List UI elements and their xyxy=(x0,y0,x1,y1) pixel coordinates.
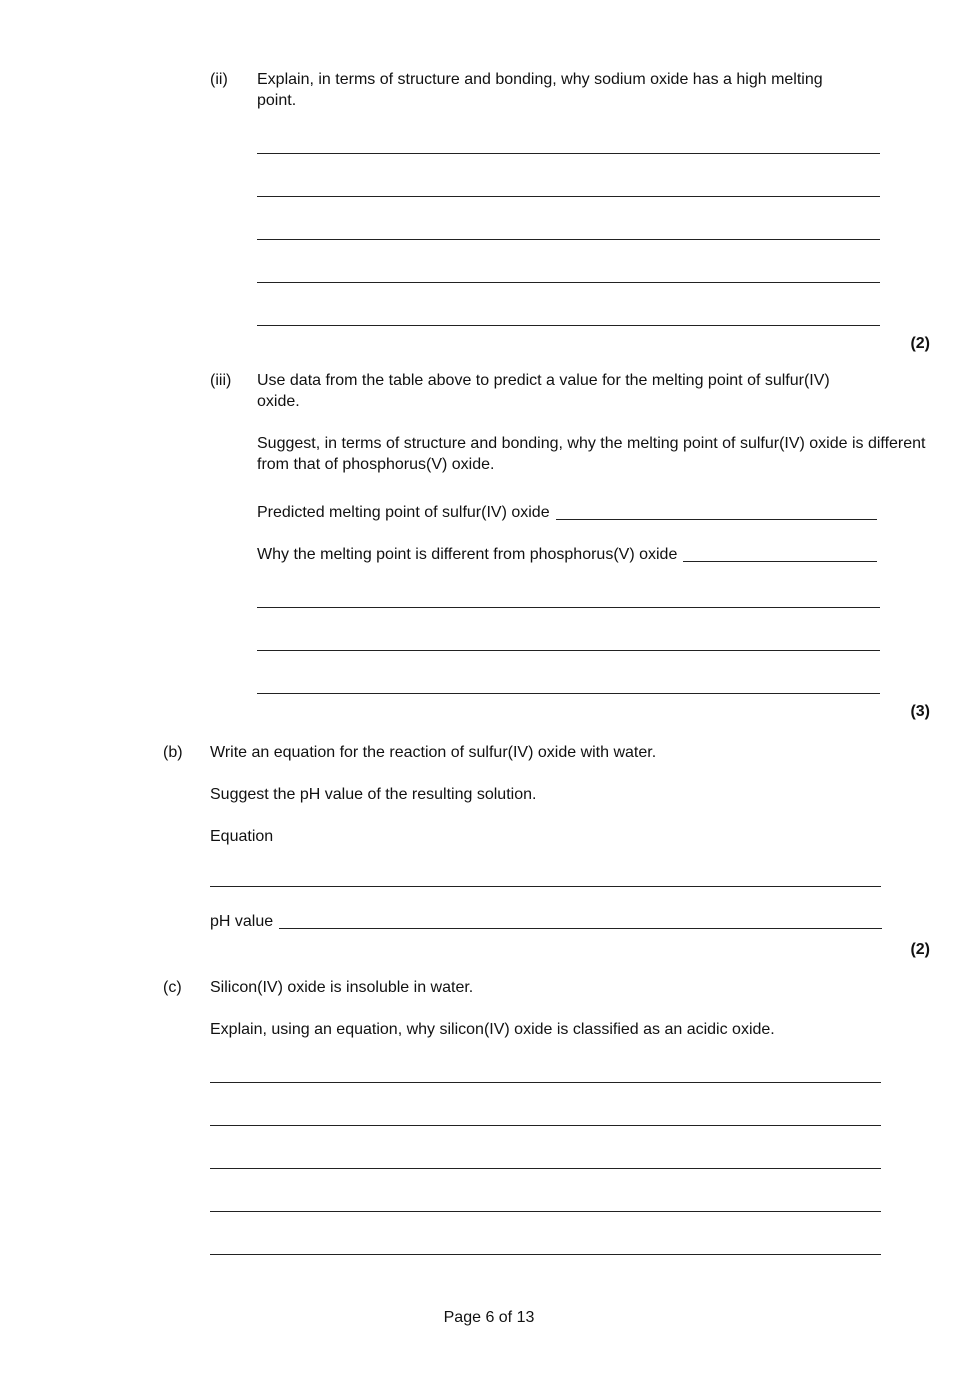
page-footer: Page 6 of 13 xyxy=(443,1309,535,1326)
question-number-a-ii: (ii) xyxy=(210,71,228,88)
question-number-a-iii: (iii) xyxy=(210,372,232,389)
question-prompt-a-iii-2: Suggest, in terms of structure and bonding, why the melting point of sulfur(IV) oxide is different from that of phosphorus(V) oxide. xyxy=(257,435,926,473)
equation-answer-line[interactable] xyxy=(210,847,881,887)
why-different-label: Why the melting point is different from phosphorus(V) oxide xyxy=(257,546,678,563)
question-c xyxy=(163,977,930,1255)
predicted-melting-point-row xyxy=(257,502,877,523)
answer-line[interactable] xyxy=(257,651,880,694)
why-different-row xyxy=(257,544,877,565)
exam-page-content xyxy=(163,69,930,1255)
question-prompt-a-ii: Explain, in terms of structure and bonding, why sodium oxide has a high melting point. xyxy=(257,71,823,109)
question-prompt-a-iii-1: Use data from the table above to predict a value for the melting point of sulfur(IV) oxide. xyxy=(257,372,830,410)
answer-line[interactable] xyxy=(210,1040,881,1083)
question-prompt-b-2: Suggest the pH value of the resulting solution. xyxy=(210,786,537,803)
marks-badge-a-iii: (3) xyxy=(910,703,930,720)
marks-badge-a-ii: (2) xyxy=(910,335,930,352)
question-prompt-c-1: Silicon(IV) oxide is insoluble in water. xyxy=(210,979,474,996)
answer-line[interactable] xyxy=(257,154,880,197)
predicted-melting-point-input[interactable] xyxy=(556,502,877,520)
question-a-ii xyxy=(210,69,930,354)
question-prompt-c-2: Explain, using an equation, why silicon(IV) oxide is classified as an acidic oxide. xyxy=(210,1021,775,1038)
why-different-input[interactable] xyxy=(683,544,877,562)
question-prompt-b-1: Write an equation for the reaction of sulfur(IV) oxide with water. xyxy=(210,744,657,761)
answer-line[interactable] xyxy=(257,565,880,608)
answer-line[interactable] xyxy=(257,283,880,326)
answer-area-a-iii xyxy=(257,565,930,694)
answer-line[interactable] xyxy=(257,240,880,283)
answer-area-c xyxy=(210,1040,930,1255)
marks-badge-b: (2) xyxy=(910,941,930,958)
answer-line[interactable] xyxy=(210,1212,881,1255)
question-number-c: (c) xyxy=(163,979,182,996)
answer-line[interactable] xyxy=(210,1083,881,1126)
ph-value-row xyxy=(210,911,882,932)
question-number-b: (b) xyxy=(163,744,183,761)
answer-line[interactable] xyxy=(257,111,880,154)
ph-value-label: pH value xyxy=(210,913,274,930)
answer-line[interactable] xyxy=(210,1126,881,1169)
predicted-melting-point-label: Predicted melting point of sulfur(IV) oxide xyxy=(257,504,550,521)
question-a-iii xyxy=(210,370,930,722)
equation-label: Equation xyxy=(210,828,274,845)
answer-line[interactable] xyxy=(257,608,880,651)
question-b xyxy=(163,742,930,960)
answer-line[interactable] xyxy=(257,197,880,240)
ph-value-input[interactable] xyxy=(279,911,882,929)
answer-area-a-ii xyxy=(257,111,930,326)
answer-line[interactable] xyxy=(210,1169,881,1212)
